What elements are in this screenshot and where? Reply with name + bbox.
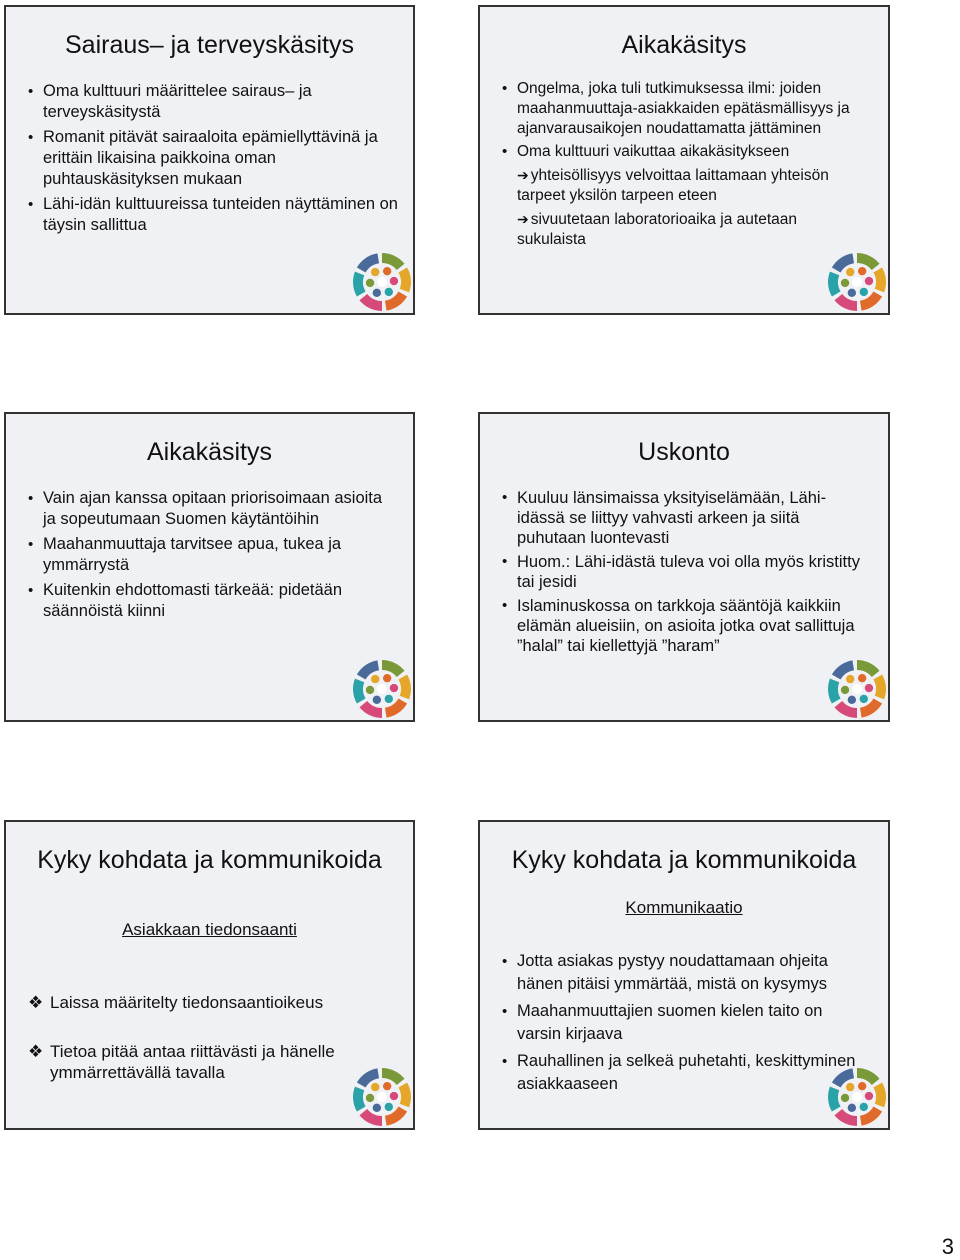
bullet-item: • Maahanmuuttaja tarvitsee apua, tukea ja ymmärrystä — [28, 534, 398, 576]
logo-icon — [826, 1066, 888, 1128]
bullet-list — [28, 81, 398, 240]
slide-title: Kyky kohdata ja kommunikoida — [37, 846, 382, 874]
page-number: 3 — [941, 1234, 954, 1259]
slide-subtitle: Asiakkaan tiedonsaanti — [122, 920, 297, 939]
diamond-item-text: Tietoa pitää antaa riittävästi ja hänelle ymmärrettävällä tavalla — [50, 1042, 335, 1082]
bullet-item: • Rauhallinen ja selkeä puhetahti, keskittyminen asiakkaaseen — [502, 1050, 862, 1096]
slide-subtitle: Kommunikaatio — [625, 898, 743, 917]
diamond-bullet-icon: ❖ — [28, 1042, 44, 1061]
bullet-item: • Romanit pitävät sairaaloita epämiellyttävinä ja erittäin likaisina paikkoina oman puhtauskäsityksen mukaan — [28, 127, 398, 190]
bullet-item: • Ongelma, joka tuli tutkimuksessa ilmi: joiden maahanmuuttaja-asiakkaiden epätäsmällisyys ja ajanvarausaikojen noudattamatta jättäminen — [502, 79, 857, 139]
bullet-list — [502, 950, 862, 1100]
logo-icon — [351, 658, 413, 720]
sub-item-text: sivuutetaan laboratorioaika ja autetaan sukulaista — [517, 211, 798, 248]
bullet-item: • Lähi-idän kulttuureissa tunteiden näyttäminen on täysin sallittua — [28, 194, 398, 236]
slide-kyky-kommunikaatio — [478, 820, 890, 1130]
slide-uskonto — [478, 412, 890, 722]
bullet-item: • Islaminuskossa on tarkkoja sääntöjä kaikkiin elämän alueisiin, on asioita jotka ovat sallittuja ”halal” tai kiellettyjä ”haram” — [502, 596, 867, 656]
diamond-list — [28, 992, 388, 1083]
arrow-right-icon: ➔ — [517, 167, 529, 183]
bullet-item: • Vain ajan kanssa opitaan priorisoimaan asioita ja sopeutumaan Suomen käytäntöihin — [28, 488, 398, 530]
diamond-item — [28, 992, 388, 1013]
slide-title: Sairaus– ja terveyskäsitys — [64, 31, 354, 59]
slide-title: Aikakäsitys — [621, 31, 747, 59]
bullet-list — [502, 79, 857, 253]
bullet-list — [28, 488, 398, 626]
diamond-bullet-icon: ❖ — [28, 993, 44, 1012]
bullet-item: • Oma kulttuuri vaikuttaa aikakäsitykseen — [502, 142, 857, 162]
sub-item — [502, 165, 857, 206]
logo-icon — [351, 251, 413, 313]
bullet-item: • Maahanmuuttajien suomen kielen taito on varsin kirjaava — [502, 1000, 862, 1046]
logo-icon — [351, 1066, 413, 1128]
slide-sairaus — [4, 5, 415, 315]
logo-icon — [826, 251, 888, 313]
logo-icon — [826, 658, 888, 720]
slide-title: Kyky kohdata ja kommunikoida — [511, 846, 857, 874]
slide-aikakasitys-1 — [478, 5, 890, 315]
slide-kyky-tiedonsaanti — [4, 820, 415, 1130]
bullet-item: • Kuuluu länsimaissa yksityiselämään, Lähi-idässä se liittyy vahvasti arkeen ja siitä puhutaan luontevasti — [502, 488, 867, 548]
bullet-item: • Jotta asiakas pystyy noudattamaan ohjeita hänen pitäisi ymmärtää, mistä on kysymys — [502, 950, 862, 996]
bullet-list — [502, 488, 867, 660]
diamond-item-text: Laissa määritelty tiedonsaantioikeus — [50, 993, 324, 1012]
sub-item-text: yhteisöllisyys velvoittaa laittamaan yhteisön tarpeet yksilön tarpeen eteen — [517, 167, 829, 204]
diamond-item — [28, 1041, 388, 1083]
bullet-item: • Huom.: Lähi-idästä tuleva voi olla myös kristitty tai jesidi — [502, 552, 867, 592]
bullet-item: • Kuitenkin ehdottomasti tärkeää: pidetään säännöistä kiinni — [28, 580, 398, 622]
bullet-item: • Oma kulttuuri määrittelee sairaus– ja terveyskäsitystä — [28, 81, 398, 123]
slide-title: Uskonto — [638, 438, 730, 466]
sub-item — [502, 209, 857, 250]
arrow-right-icon: ➔ — [517, 211, 529, 227]
slide-aikakasitys-2 — [4, 412, 415, 722]
slide-title: Aikakäsitys — [146, 438, 273, 466]
